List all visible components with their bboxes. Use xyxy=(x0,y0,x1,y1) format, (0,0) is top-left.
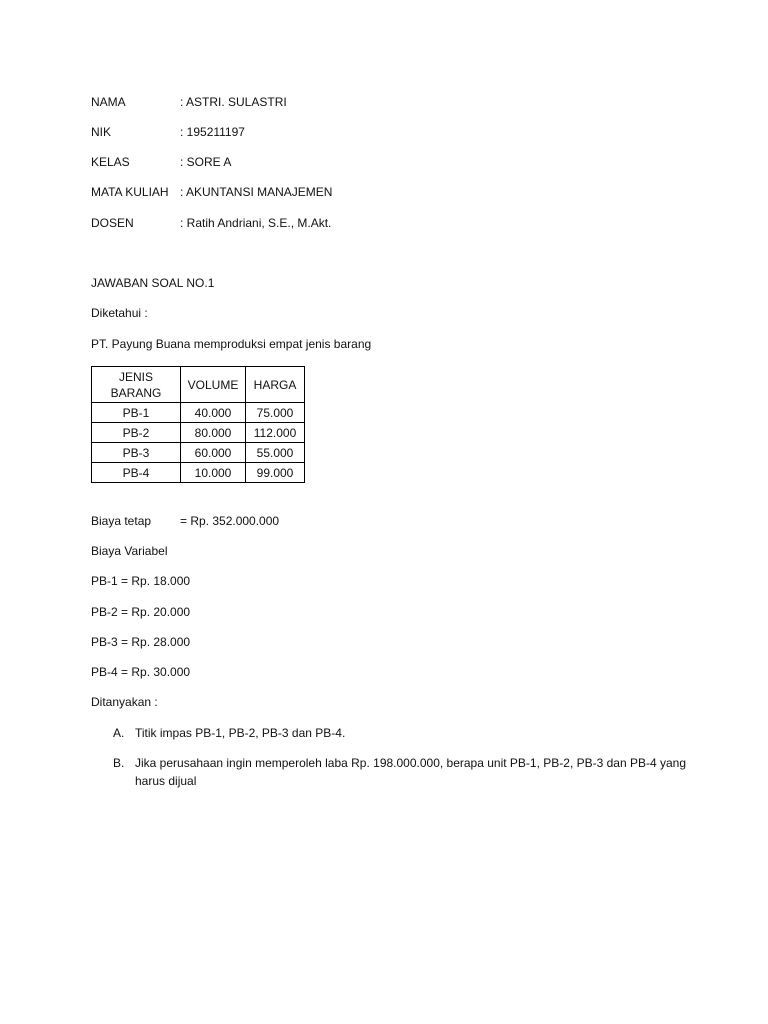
header-jenis-barang: JENIS BARANG xyxy=(92,367,181,403)
fixed-cost-label: Biaya tetap xyxy=(91,514,152,528)
cell-item: PB-4 xyxy=(92,463,181,483)
cell-volume: 10.000 xyxy=(181,463,246,483)
cell-price: 99.000 xyxy=(246,463,305,483)
known-label: Diketahui : xyxy=(91,306,148,320)
header-volume: VOLUME xyxy=(181,367,246,403)
cell-volume: 40.000 xyxy=(181,403,246,423)
name-label: NAMA xyxy=(91,95,126,109)
table-header-row xyxy=(92,367,305,403)
class-label: KELAS xyxy=(91,155,130,169)
table-row xyxy=(92,423,305,443)
course-label: MATA KULIAH xyxy=(91,185,169,199)
cell-volume: 80.000 xyxy=(181,423,246,443)
goods-table xyxy=(91,366,305,483)
cell-item: PB-1 xyxy=(92,403,181,423)
question-a-text: Titik impas PB-1, PB-2, PB-3 dan PB-4. xyxy=(135,726,346,740)
answer-heading: JAWABAN SOAL NO.1 xyxy=(91,276,215,290)
header-harga: HARGA xyxy=(246,367,305,403)
lecturer-value: : Ratih Andriani, S.E., M.Akt. xyxy=(180,216,332,230)
variable-cost-item: PB-2 = Rp. 20.000 xyxy=(91,605,191,619)
question-a-marker: A. xyxy=(113,726,125,740)
question-b-marker: B. xyxy=(113,756,125,770)
table-row xyxy=(92,443,305,463)
table-row xyxy=(92,403,305,423)
table-row xyxy=(92,463,305,483)
lecturer-label: DOSEN xyxy=(91,216,134,230)
question-b-text: Jika perusahaan ingin memperoleh laba Rp. 198.000.000, berapa unit PB-1, PB-2, PB-3 dan PB-4 yang harus dijual xyxy=(135,756,687,788)
intro-text: PT. Payung Buana memproduksi empat jenis barang xyxy=(91,337,372,351)
variable-cost-label: Biaya Variabel xyxy=(91,544,168,558)
asked-label: Ditanyakan : xyxy=(91,695,158,709)
cell-price: 75.000 xyxy=(246,403,305,423)
variable-cost-item: PB-4 = Rp. 30.000 xyxy=(91,665,191,679)
class-value: : SORE A xyxy=(180,155,232,169)
cell-volume: 60.000 xyxy=(181,443,246,463)
cell-price: 55.000 xyxy=(246,443,305,463)
fixed-cost-value: = Rp. 352.000.000 xyxy=(180,514,280,528)
nik-label: NIK xyxy=(91,125,112,139)
cell-item: PB-3 xyxy=(92,443,181,463)
name-value: : ASTRI. SULASTRI xyxy=(180,95,287,109)
variable-cost-item: PB-1 = Rp. 18.000 xyxy=(91,574,191,588)
cell-item: PB-2 xyxy=(92,423,181,443)
nik-value: : 195211197 xyxy=(180,125,245,139)
cell-price: 112.000 xyxy=(246,423,305,443)
course-value: : AKUNTANSI MANAJEMEN xyxy=(180,185,333,199)
variable-cost-item: PB-3 = Rp. 28.000 xyxy=(91,635,191,649)
